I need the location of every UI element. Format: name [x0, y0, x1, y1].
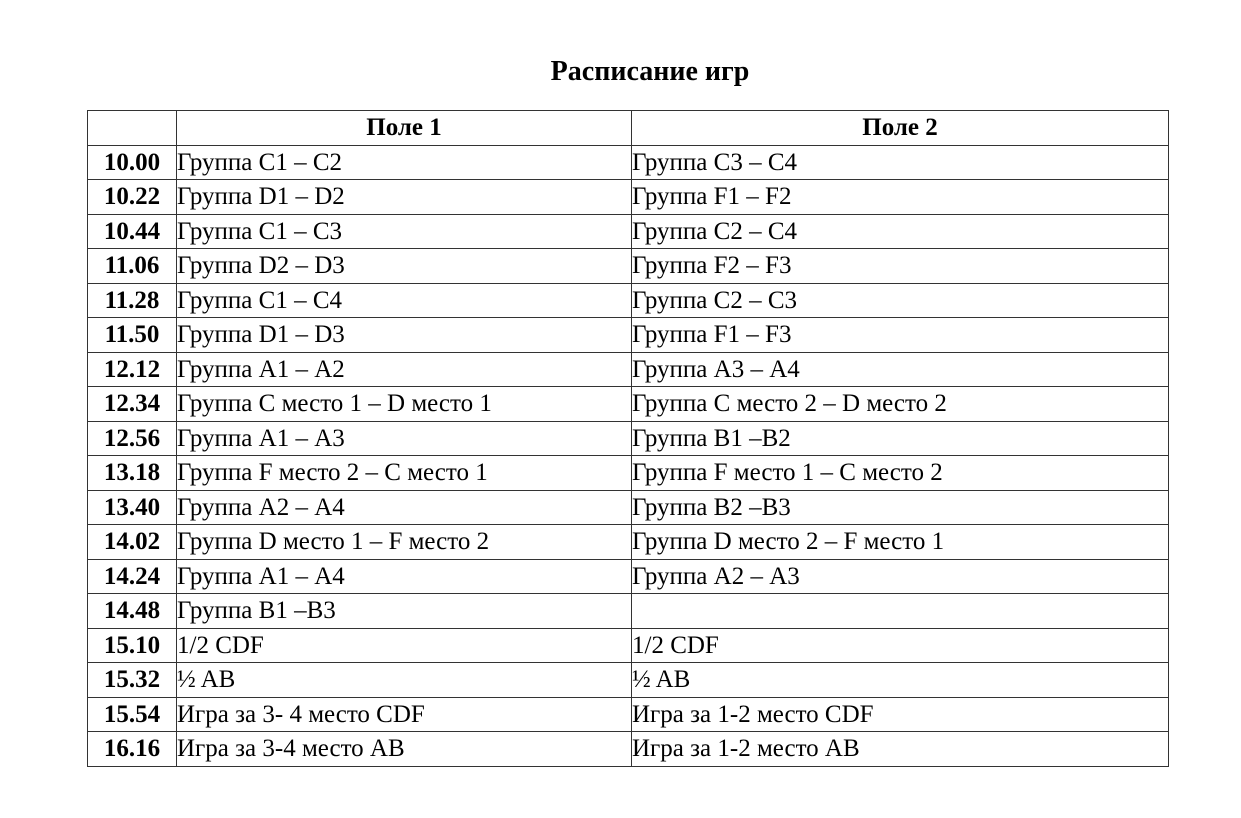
table-row [88, 387, 1169, 422]
time-cell: 15.54 [88, 697, 177, 732]
field-2-game-cell: Группа F1 – F3 [632, 318, 1169, 353]
field-1-game-cell: Группа С1 – С2 [177, 145, 632, 180]
table-row [88, 214, 1169, 249]
field-2-game-cell: Группа F место 1 – C место 2 [632, 456, 1169, 491]
time-cell: 14.02 [88, 525, 177, 560]
field-2-game-cell [632, 594, 1169, 629]
time-cell: 10.00 [88, 145, 177, 180]
table-row [88, 559, 1169, 594]
time-cell: 14.24 [88, 559, 177, 594]
time-cell: 15.10 [88, 628, 177, 663]
field-2-game-cell: Игра за 1-2 место CDF [632, 697, 1169, 732]
field-1-game-cell: Группа D2 – D3 [177, 249, 632, 284]
table-row [88, 732, 1169, 767]
time-cell: 14.48 [88, 594, 177, 629]
field-1-game-cell: Группа В1 –В3 [177, 594, 632, 629]
time-cell: 12.12 [88, 352, 177, 387]
table-row [88, 663, 1169, 698]
field-1-game-cell: Игра за 3- 4 место CDF [177, 697, 632, 732]
schedule-body [88, 145, 1169, 766]
field-2-game-cell: Группа С2 – С3 [632, 283, 1169, 318]
field-1-game-cell: Группа С1 – С3 [177, 214, 632, 249]
time-cell: 12.56 [88, 421, 177, 456]
field-2-game-cell: Группа С2 – С4 [632, 214, 1169, 249]
field-1-game-cell: ½ AB [177, 663, 632, 698]
field-1-game-cell: Группа F место 2 – C место 1 [177, 456, 632, 491]
header-field-2: Поле 2 [632, 111, 1169, 146]
field-2-game-cell: ½ AB [632, 663, 1169, 698]
schedule-table [87, 110, 1169, 767]
time-cell: 10.44 [88, 214, 177, 249]
table-row [88, 490, 1169, 525]
table-row [88, 594, 1169, 629]
table-header-row [88, 111, 1169, 146]
field-2-game-cell: Группа F2 – F3 [632, 249, 1169, 284]
table-row [88, 525, 1169, 560]
table-row [88, 697, 1169, 732]
field-1-game-cell: Группа D1 – D2 [177, 180, 632, 215]
time-cell: 11.06 [88, 249, 177, 284]
field-2-game-cell: Группа В1 –В2 [632, 421, 1169, 456]
table-row [88, 628, 1169, 663]
field-1-game-cell: Группа С1 – С4 [177, 283, 632, 318]
time-cell: 12.34 [88, 387, 177, 422]
table-row [88, 421, 1169, 456]
table-row [88, 283, 1169, 318]
field-2-game-cell: 1/2 CDF [632, 628, 1169, 663]
field-1-game-cell: Группа С место 1 – D место 1 [177, 387, 632, 422]
table-row [88, 145, 1169, 180]
field-2-game-cell: Группа А3 – А4 [632, 352, 1169, 387]
table-row [88, 249, 1169, 284]
time-cell: 16.16 [88, 732, 177, 767]
time-cell: 15.32 [88, 663, 177, 698]
time-cell: 11.28 [88, 283, 177, 318]
field-2-game-cell: Группа А2 – А3 [632, 559, 1169, 594]
time-cell: 11.50 [88, 318, 177, 353]
table-row [88, 352, 1169, 387]
field-2-game-cell: Игра за 1-2 место AB [632, 732, 1169, 767]
field-2-game-cell: Группа F1 – F2 [632, 180, 1169, 215]
field-1-game-cell: Группа D место 1 – F место 2 [177, 525, 632, 560]
field-1-game-cell: 1/2 CDF [177, 628, 632, 663]
table-row [88, 318, 1169, 353]
time-cell: 13.40 [88, 490, 177, 525]
field-1-game-cell: Группа А1 – А4 [177, 559, 632, 594]
header-field-1: Поле 1 [177, 111, 632, 146]
time-cell: 13.18 [88, 456, 177, 491]
page-title: Расписание игр [550, 56, 750, 87]
field-1-game-cell: Группа А1 – А3 [177, 421, 632, 456]
field-1-game-cell: Игра за 3-4 место AB [177, 732, 632, 767]
table-row [88, 456, 1169, 491]
time-cell: 10.22 [88, 180, 177, 215]
field-2-game-cell: Группа С место 2 – D место 2 [632, 387, 1169, 422]
table-row [88, 180, 1169, 215]
field-2-game-cell: Группа С3 – С4 [632, 145, 1169, 180]
field-2-game-cell: Группа В2 –В3 [632, 490, 1169, 525]
field-1-game-cell: Группа А1 – А2 [177, 352, 632, 387]
field-1-game-cell: Группа D1 – D3 [177, 318, 632, 353]
header-time [88, 111, 177, 146]
field-1-game-cell: Группа А2 – А4 [177, 490, 632, 525]
field-2-game-cell: Группа D место 2 – F место 1 [632, 525, 1169, 560]
